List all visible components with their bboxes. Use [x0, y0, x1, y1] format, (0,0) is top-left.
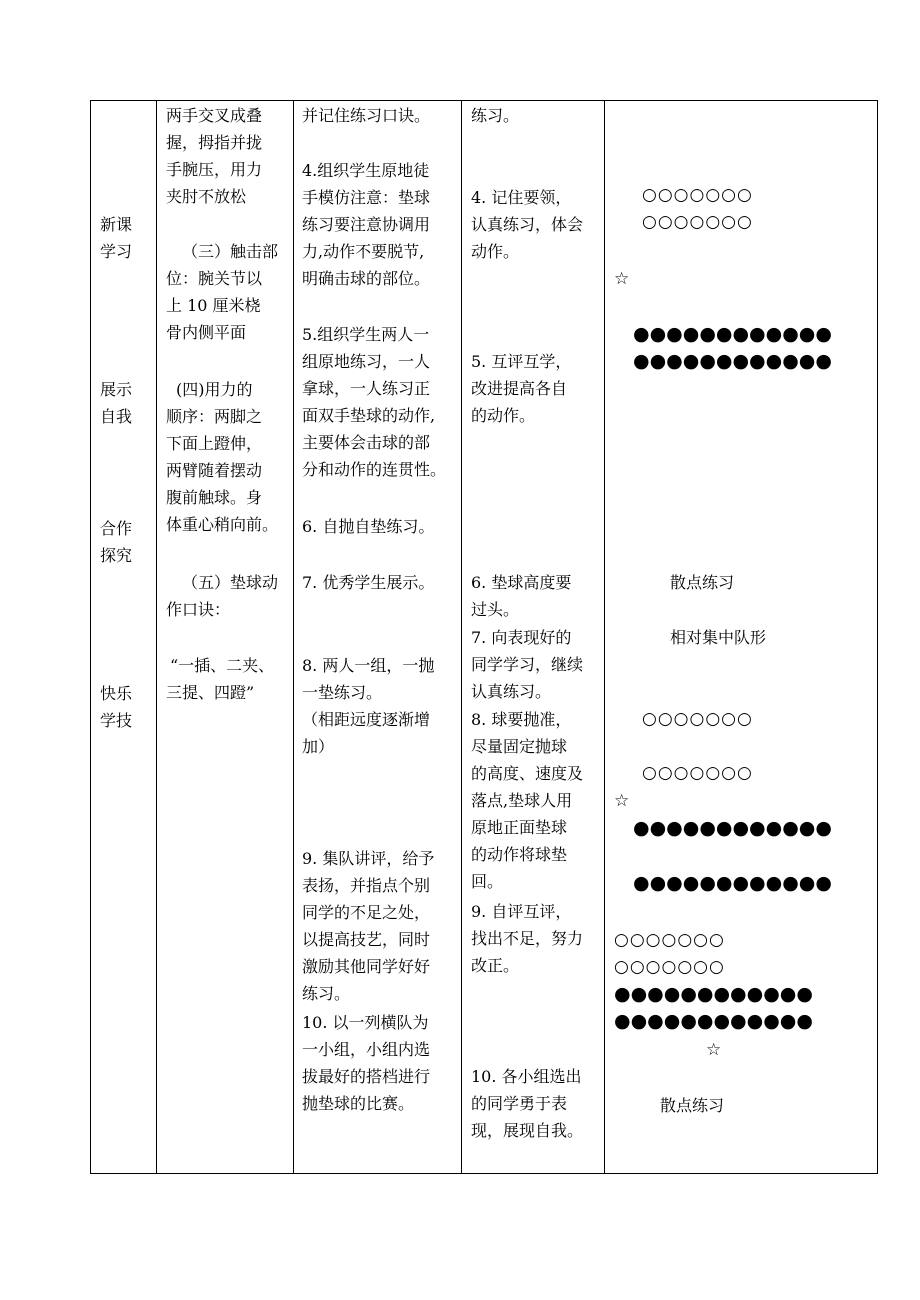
teacher-line: 4.组织学生原地徒: [302, 161, 430, 180]
student-line: 练习。: [471, 106, 520, 125]
student-line: 6. 垫球高度要: [471, 573, 572, 592]
teacher-line: 6. 自抛自垫练习。: [302, 517, 435, 536]
teacher-line: 练习要注意协调用: [302, 215, 431, 234]
teacher-line: 同学的不足之处，: [302, 903, 431, 922]
content-line: 两臂随着摆动: [166, 461, 263, 480]
student-line: 动作。: [471, 242, 520, 261]
column-divider-2: [293, 100, 294, 1174]
formation-filled-row: ●●●●●●●●●●●●: [633, 817, 832, 839]
student-line: 回。: [471, 872, 504, 891]
stage-label: 学技: [100, 711, 133, 730]
formation-open-row: ○○○○○○○: [642, 709, 753, 729]
teacher-line: 5.组织学生两人一: [302, 325, 430, 344]
teacher-line: 一小组，小组内选: [302, 1040, 431, 1059]
scatter-practice-label: 散点练习: [660, 1096, 725, 1115]
column-divider-1: [156, 100, 157, 1174]
teacher-line: 加）: [302, 737, 335, 756]
teacher-line: 抛垫球的比赛。: [302, 1094, 415, 1113]
student-line: 原地正面垫球: [471, 818, 568, 837]
content-line: (四)用力的: [176, 380, 253, 399]
formation-open-row: ○○○○○○○: [642, 185, 753, 205]
student-line: 10. 各小组选出: [471, 1067, 582, 1086]
student-line: 尽量固定抛球: [471, 737, 568, 756]
teacher-line: 10. 以一列横队为: [302, 1013, 429, 1032]
content-line: 夹肘不放松: [166, 187, 247, 206]
formation-filled-row: ●●●●●●●●●●●●: [614, 1010, 813, 1032]
teacher-line: 激励其他同学好好: [302, 957, 431, 976]
stage-label: 合作: [100, 519, 133, 538]
teacher-line: 面双手垫球的动作,: [302, 406, 436, 425]
teacher-line: 分和动作的连贯性。: [302, 460, 447, 479]
teacher-star-icon: ☆: [614, 269, 630, 289]
formation-filled-row: ●●●●●●●●●●●●: [633, 872, 832, 894]
student-line: 认真练习。: [471, 682, 552, 701]
content-line: （三）触击部: [182, 242, 279, 261]
student-line: 8. 球要抛准，: [471, 710, 572, 729]
content-line: “一插、二夹、: [170, 656, 275, 675]
student-line: 改进提高各自: [471, 379, 568, 398]
content-line: 握，拇指并拢: [166, 133, 263, 152]
student-line: 的动作将球垫: [471, 845, 568, 864]
scatter-practice-label: 散点练习: [670, 573, 735, 592]
formation-open-row: ○○○○○○○: [642, 212, 753, 232]
teacher-line: 拿球，一人练习正: [302, 379, 431, 398]
student-line: 认真练习，体会: [471, 215, 584, 234]
content-line: 腹前触球。身: [166, 488, 263, 507]
content-line: 手腕压，用力: [166, 160, 263, 179]
student-line: 过头。: [471, 600, 520, 619]
stage-label: 快乐: [100, 684, 133, 703]
student-line: 的高度、速度及: [471, 764, 584, 783]
student-line: 5. 互评互学，: [471, 352, 572, 371]
teacher-line: 力,动作不要脱节,: [302, 242, 425, 261]
student-line: 4. 记住要领，: [471, 188, 572, 207]
teacher-line: 明确击球的部位。: [302, 269, 431, 288]
teacher-line: 9. 集队讲评，给予: [302, 849, 435, 868]
student-line: 9. 自评互评，: [471, 902, 572, 921]
teacher-star-icon: ☆: [614, 791, 630, 811]
content-line: 两手交叉成叠: [166, 106, 263, 125]
content-line: 三提、四蹬”: [166, 683, 255, 702]
student-line: 改正。: [471, 956, 520, 975]
stage-label: 展示: [100, 380, 133, 399]
formation-filled-row: ●●●●●●●●●●●●: [633, 323, 832, 345]
teacher-line: 手模仿注意：垫球: [302, 188, 431, 207]
student-line: 找出不足，努力: [471, 929, 584, 948]
teacher-line: （相距远度逐渐增: [302, 710, 431, 729]
content-line: 顺序：两脚之: [166, 407, 263, 426]
teacher-line: 练习。: [302, 984, 351, 1003]
formation-open-row: ○○○○○○○: [614, 930, 725, 950]
content-line: 上 10 厘米桡: [166, 296, 261, 315]
formation-open-row: ○○○○○○○: [614, 957, 725, 977]
student-line: 落点,垫球人用: [471, 791, 573, 810]
concentrated-formation-label: 相对集中队形: [670, 628, 767, 647]
formation-open-row: ○○○○○○○: [642, 763, 753, 783]
stage-label: 新课: [100, 215, 133, 234]
teacher-line: 主要体会击球的部: [302, 433, 431, 452]
content-line: 骨内侧平面: [166, 323, 247, 342]
student-line: 的动作。: [471, 406, 536, 425]
teacher-line: 一垫练习。: [302, 683, 383, 702]
formation-filled-row: ●●●●●●●●●●●●: [614, 983, 813, 1005]
teacher-line: 以提高技艺，同时: [302, 930, 431, 949]
student-line: 7. 向表现好的: [471, 628, 572, 647]
teacher-line: 组原地练习，一人: [302, 352, 431, 371]
student-line: 同学学习，继续: [471, 655, 584, 674]
stage-label: 学习: [100, 242, 133, 261]
teacher-star-icon: ☆: [706, 1040, 722, 1060]
teacher-line: 拔最好的搭档进行: [302, 1067, 431, 1086]
content-line: 位：腕关节以: [166, 269, 263, 288]
content-line: 作口诀：: [166, 600, 231, 619]
student-line: 的同学勇于表: [471, 1094, 568, 1113]
teacher-line: 8. 两人一组，一抛: [302, 656, 435, 675]
teacher-line: 并记住练习口诀。: [302, 106, 431, 125]
column-divider-4: [604, 100, 605, 1174]
stage-label: 探究: [100, 546, 133, 565]
column-divider-3: [461, 100, 462, 1174]
formation-filled-row: ●●●●●●●●●●●●: [633, 350, 832, 372]
content-line: 体重心稍向前。: [166, 515, 279, 534]
student-line: 现，展现自我。: [471, 1121, 584, 1140]
teacher-line: 7. 优秀学生展示。: [302, 573, 435, 592]
stage-label: 自我: [100, 407, 133, 426]
content-line: （五）垫球动: [182, 573, 279, 592]
teacher-line: 表扬，并指点个别: [302, 876, 431, 895]
content-line: 下面上蹬伸，: [166, 434, 263, 453]
